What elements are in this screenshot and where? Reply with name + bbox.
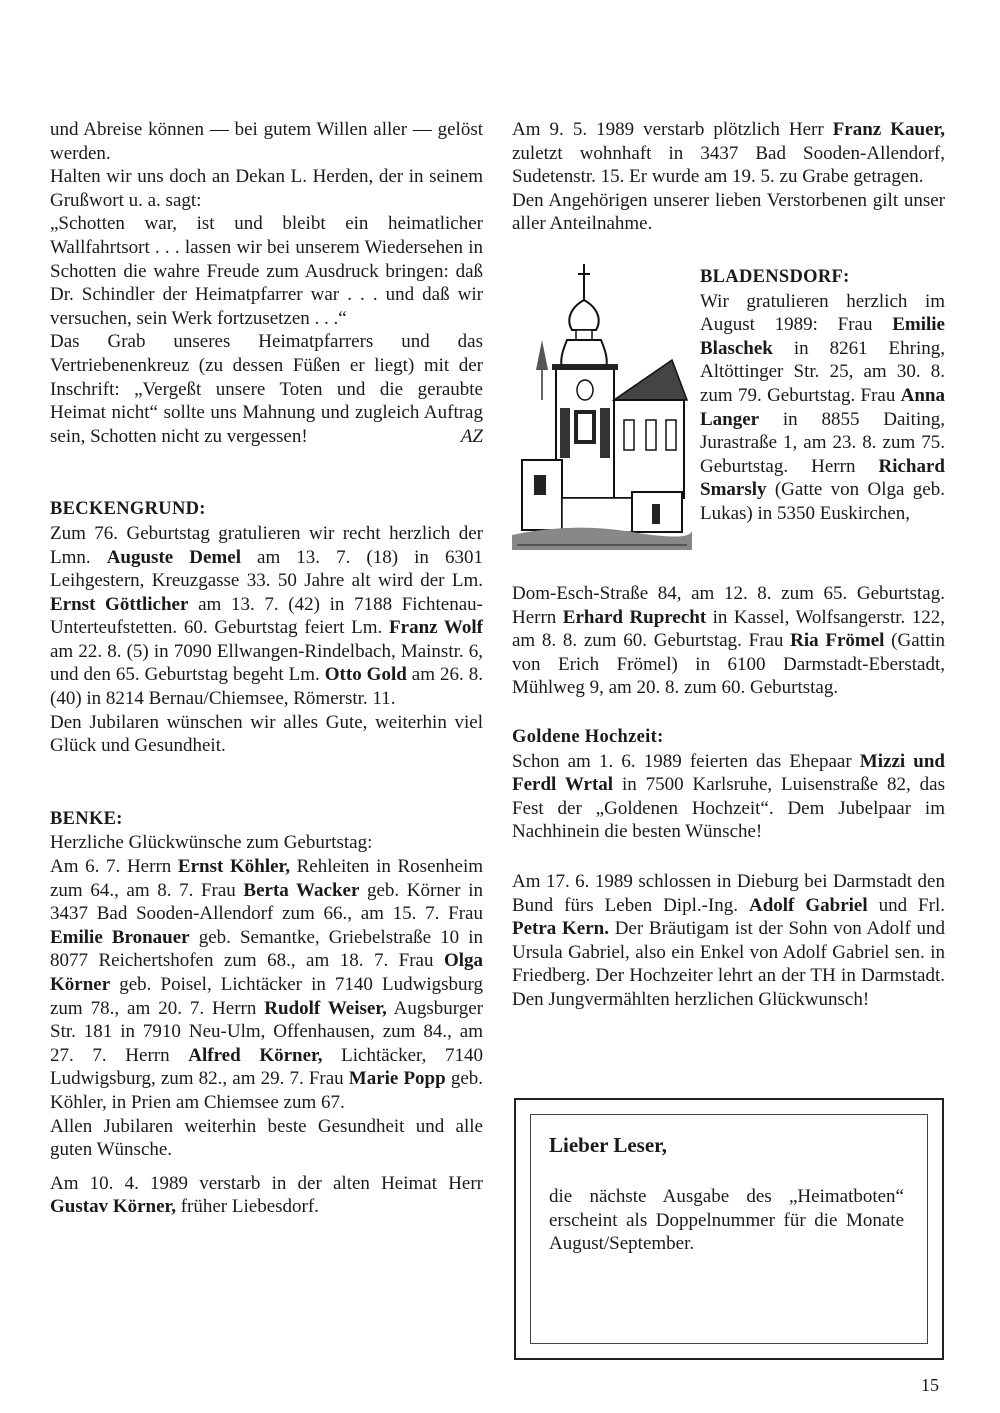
bladensdorf-section (512, 266, 945, 584)
author-signature: AZ (460, 425, 483, 447)
person-name: Marie Popp (348, 1068, 446, 1090)
obituary-paragraph: Am 10. 4. 1989 verstarb in der alten Heimat Herr Gustav Körner, früher Liebesdorf. (50, 1172, 483, 1218)
paragraph: Dom-Esch-Straße 84, am 12. 8. zum 65. Geburtstag. Herrn Erhard Ruprecht in Kassel, Wolfsangerstr. 122, am 8. 8. zum 60. Geburtstag. Frau Ria Frömel (Gattin von Erich Frömel) in 6100 Darmstadt-Eberstadt, Mühlweg 9, am 20. 8. zum 60. Geburtstag. (512, 582, 945, 699)
person-name: Alfred Körner, (188, 1044, 323, 1066)
person-name: Olga Körner (50, 950, 483, 995)
person-name: Ernst Köhler, (177, 856, 290, 878)
reader-notice-inner-frame (530, 1114, 928, 1344)
person-name: Emilie Blaschek (700, 314, 945, 359)
person-name: Ria Frömel (790, 630, 885, 652)
paragraph: und Abreise können — bei gutem Willen aller — gelöst werden. (50, 119, 483, 164)
paragraph: Herzliche Glückwünsche zum Geburtstag: (50, 832, 373, 854)
paragraph: Halten wir uns doch an Dekan L. Herden, der in seinem Grußwort u. a. sagt: (50, 166, 483, 211)
reader-notice-title: Lieber Leser, (549, 1133, 667, 1157)
person-name: Erhard Ruprecht (562, 606, 707, 628)
person-name: Petra Kern. (512, 918, 609, 940)
paragraph: Schon am 1. 6. 1989 feierten das Ehepaar Mizzi und Ferdl Wrtal in 7500 Karlsruhe, Luisenstraße 82, das Fest der „Goldenen Hochzeit“. Dem Jubelpaar im Nachhinein die besten Wünsche! (512, 750, 945, 843)
section-heading-benke: BENKE: (50, 808, 123, 829)
person-name: Rudolf Weiser, (264, 997, 387, 1019)
paragraph: Das Grab unseres Heimatpfarrers und das Vertriebenenkreuz (zu dessen Füßen er liegt) mit der Inschrift: „Vergeßt unsere Toten und die geraubte Heimat nicht“ sollte uns Mahnung und zugleich Auftrag sein, Schotten nicht zu vergessen! AZ (50, 331, 483, 447)
person-name: Emilie Bronauer (50, 926, 190, 948)
person-name: Ernst Göttlicher (50, 593, 189, 615)
page-number: 15 (921, 1375, 939, 1395)
section-heading-bladensdorf: BLADENSDORF: (700, 266, 850, 287)
obituary-paragraph: Am 9. 5. 1989 verstarb plötzlich Herr Franz Kauer, zuletzt wohnhaft in 3437 Bad Sooden-Allendorf, Sudetenstr. 15. Er wurde am 19. 5. zu Grabe getragen. (512, 119, 945, 188)
paragraph: Zum 76. Geburtstag gratulieren wir recht herzlich der Lmn. Auguste Demel am 13. 7. (18) in 6301 Leihgestern, Kreuzgasse 33. 50 Jahre alt wird der Lm. Ernst Göttlicher am 13. 7. (42) in 7188 Fichtenau-Unterteufstetten. 60. Geburtstag feiert Lm. Franz Wolf am 22. 8. (5) in 7090 Ellwangen-Rindelbach, Mainstr. 6, und den 65. Geburtstag begeht Lm. Otto Gold am 26. 8. (40) in 8214 Bernau/Chiemsee, Römerstr. 11. (50, 522, 483, 710)
person-name: Adolf Gabriel (748, 894, 868, 916)
reader-notice-box (514, 1098, 944, 1360)
person-name: Auguste Demel (106, 546, 241, 568)
reader-notice-text: die nächste Ausgabe des „Heimatboten“ erscheint als Doppelnummer für die Monate August/September. (549, 1186, 904, 1255)
left-column (50, 118, 483, 1219)
person-name: Anna Langer (700, 384, 945, 430)
quote-paragraph: „Schotten war, ist und bleibt ein heimatlicher Wallfahrtsort . . . lassen wir bei unserem Wiedersehen in Schotten die wahre Freude zum Ausdruck bringen: daß Dr. Schindler der Heimatpfarrer war . . . und daß wir versuchen, sein Werk fortzusetzen . . .“ (50, 213, 483, 329)
person-name: Otto Gold (324, 664, 407, 686)
person-name: Berta Wacker (243, 879, 360, 901)
paragraph: Am 6. 7. Herrn Ernst Köhler, Rehleiten in Rosenheim zum 64., am 8. 7. Frau Berta Wacker geb. Körner in 3437 Bad Sooden-Allendorf zum 66., am 15. 7. Frau Emilie Bronauer geb. Semantke, Griebelstraße 10 in 8077 Reichertshofen zum 68., am 18. 7. Frau Olga Körner geb. Poisel, Lichtäcker in 7140 Ludwigsburg zum 78., am 20. 7. Herrn Rudolf Weiser, Augsburger Str. 181 in 7910 Neu-Ulm, Offenhausen, zum 84., am 27. 7. Herrn Alfred Körner, Lichtäcker, 7140 Ludwigsburg, zum 82., am 29. 7. Frau Marie Popp geb. Köhler, in Prien am Chiemsee zum 67. (50, 856, 484, 1113)
bladensdorf-text (700, 266, 945, 526)
paragraph: Den Angehörigen unserer lieben Verstorbenen gilt unser aller Anteilnahme. (512, 189, 945, 235)
church-illustration (512, 260, 692, 560)
paragraph: Allen Jubilaren weiterhin beste Gesundheit und alle guten Wünsche. (50, 1115, 483, 1161)
paragraph: Den Jubilaren wünschen wir alles Gute, weiterhin viel Glück und Gesundheit. (50, 711, 483, 757)
right-column (512, 118, 945, 1011)
person-name: Gustav Körner, (50, 1196, 176, 1218)
person-name: Mizzi und Ferdl Wrtal (512, 750, 945, 796)
person-name: Franz Kauer, (832, 119, 945, 140)
paragraph: Wir gratulieren herzlich im August 1989: Frau Emilie Blaschek in 8261 Ehring, Altöttinger Str. 25, am 30. 8. zum 79. Geburtstag. Frau Anna Langer in 8855 Daiting, Jurastraße 1, am 23. 8. zum 75. Geburtstag. Herrn Richard Smarsly (Gatte von Olga geb. Lukas) in 5350 Euskirchen, (700, 290, 945, 524)
section-heading-golden-wedding: Goldene Hochzeit: (512, 726, 664, 747)
person-name: Franz Wolf (389, 617, 483, 639)
section-heading-beckengrund: BECKENGRUND: (50, 499, 206, 520)
paragraph: Am 17. 6. 1989 schlossen in Dieburg bei Darmstadt den Bund fürs Leben Dipl.-Ing. Adolf Gabriel und Frl. Petra Kern. Der Bräutigam ist der Sohn von Adolf und Ursula Gabriel, also ein Enkel von Adolf Gabriel sen. in Friedberg. Der Hochzeiter lehrt an der TH in Darmstadt. Den Jungvermählten herzlichen Glückwunsch! (512, 870, 945, 1010)
person-name: Richard Smarsly (700, 455, 945, 501)
